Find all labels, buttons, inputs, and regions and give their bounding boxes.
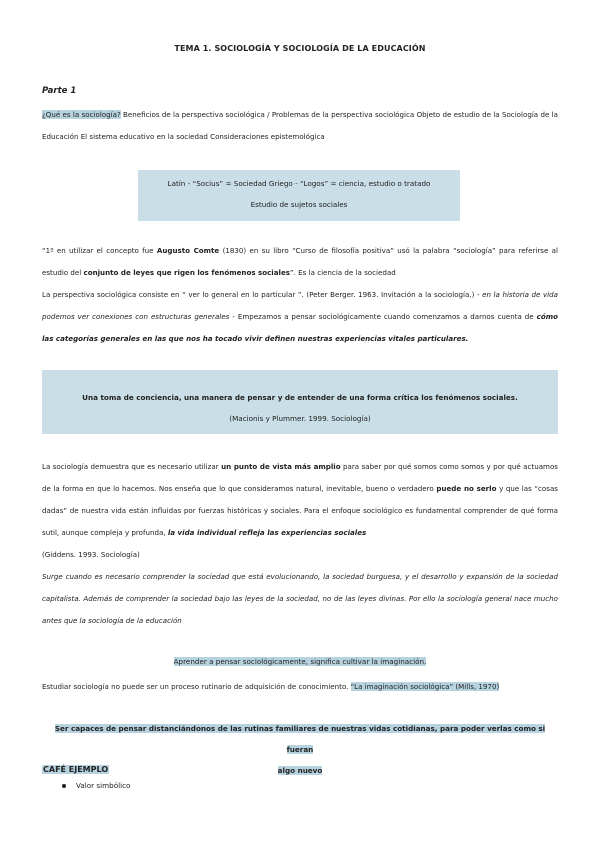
document-title: TEMA 1. SOCIOLOGÍA Y SOCIOLOGÍA DE LA EDUCACIÓN <box>174 44 426 53</box>
etymology-line-1: Latín - “Socius” = Sociedad Griego - “Logos” = ciencia, estudio o tratado <box>167 179 431 188</box>
giddens-citation: (Giddens. 1993. Sociología) <box>42 550 140 559</box>
mills-line: Estudiar sociología no puede ser un proceso rutinario de adquisición de conocimiento. “La imaginación sociológica” (Mills, 1970) <box>42 682 500 691</box>
etymology-box <box>138 170 460 221</box>
giddens-paragraph: La sociología demuestra que es necesario utilizar un punto de vista más amplio para saber por qué somos como somos y por qué actuamos de la forma en que lo hacemos. Nos enseña que lo que consideramos natural, inevitable, bueno o verdadero puede no serlo y que las “cosas dadas” de nuestra vida están influidas por fuerzas históricas y sociales. Para el enfoque sociológico es fundamental comprender de qué forma sutil, aunque compleja y profunda, la vida individual refleja las experiencias sociales (Giddens. 1993. Sociología) <box>42 462 559 559</box>
part-label: Parte 1 <box>42 86 77 96</box>
intro-question: ¿Qué es la sociología? <box>42 110 121 119</box>
berger-paragraph: La perspectiva sociológica consiste en “ ver lo general en lo particular ”. (Peter Berger. 1963. Invitación a la sociología.) - en la historia de vida podemos ver conexiones con estructuras generales - Empezamos a pensar sociológicamente cuando comenzamos a darnos cuenta de cómo las categorías generales en las que nos ha tocado vivir definen nuestras experiencias vitales particulares. <box>42 290 558 343</box>
comte-bold: conjunto de leyes que rigen los fenómenos sociales <box>83 268 290 277</box>
distance-line-1: Ser capaces de pensar distanciándonos de las rutinas familiares de nuestras vidas cotidianas, para poder verlas como si fueran <box>54 724 546 754</box>
mills-quote: “La imaginación sociológica” (Mills, 1970) <box>350 682 500 691</box>
cafe-heading: CAFÉ EJEMPLO <box>43 765 109 774</box>
list-item: Valor simbólico <box>62 781 130 790</box>
comte-paragraph: “1º en utilizar el concepto fue Augusto Comte (1830) en su libro “Curso de filosofía positiva” usó la palabra “sociología” para referirse al estudio del conjunto de leyes que rigen los fenómenos sociales”. Es la ciencia de la sociedad <box>42 246 558 277</box>
surge-paragraph: Surge cuando es necesario comprender la sociedad que está evolucionando, la sociedad burguesa, y el desarrollo y expansión de la sociedad capitalista. Además de comprender la sociedad bajo las leyes de la sociedad, no de las leyes divinas. Por ello la sociología general nace mucho antes que la sociología de la educación <box>42 572 558 625</box>
intro-paragraph <box>42 104 558 148</box>
quote-line-2: (Macionis y Plummer. 1999. Sociología) <box>229 414 371 423</box>
quote-box <box>42 370 558 434</box>
distance-line-2: algo nuevo <box>277 766 323 775</box>
intro-rest: Beneficios de la perspectiva sociológica / Problemas de la perspectiva sociológica Objeto de estudio de la Sociología de la Educación El sistema educativo en la sociedad Consideraciones epistemológica <box>42 110 558 141</box>
etymology-line-2: Estudio de sujetos sociales <box>250 200 348 209</box>
quote-line-1: Una toma de conciencia, una manera de pensar y de entender de una forma crítica los fenómenos sociales. <box>82 393 518 402</box>
imagination-line: Aprender a pensar sociológicamente, significa cultivar la imaginación. <box>173 657 427 666</box>
bullet-icon <box>62 784 66 788</box>
comte-name: Augusto Comte <box>156 246 220 255</box>
berger-emphasis: cómo las categorías generales en las que nos ha tocado vivir definen nuestras experiencias vitales particulares. <box>42 312 558 343</box>
